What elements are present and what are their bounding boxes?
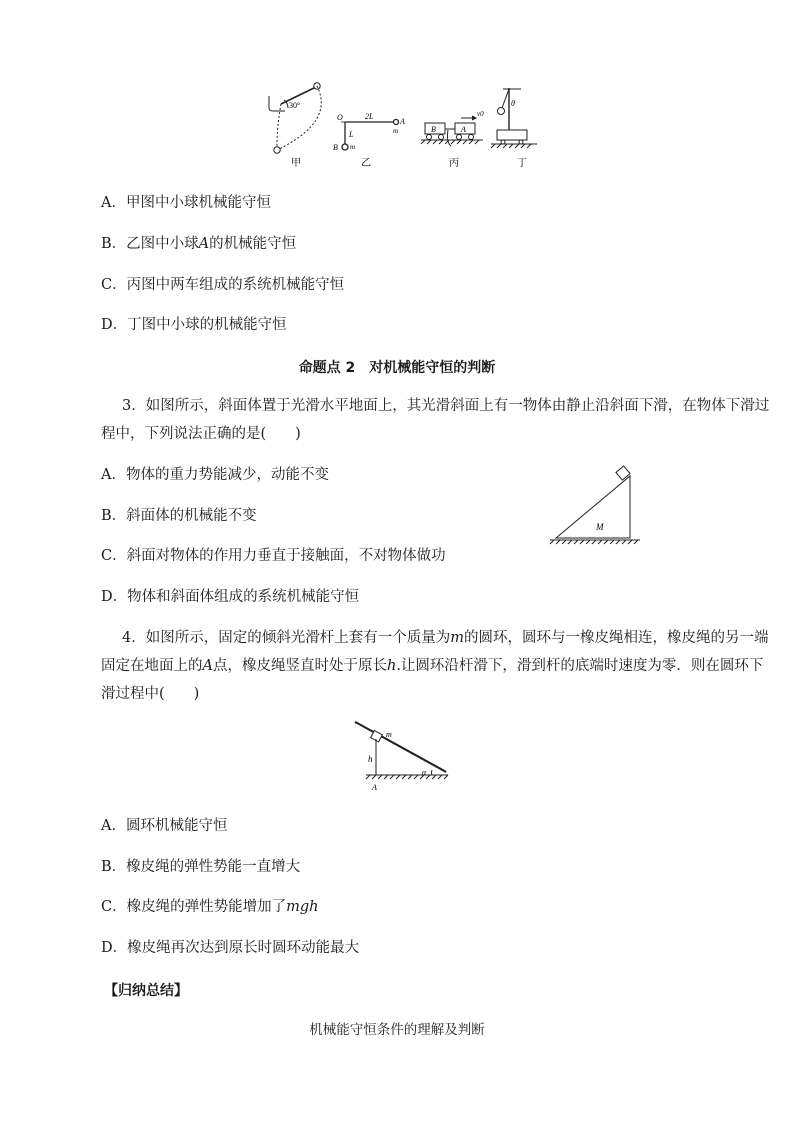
q4-l1-a: 4．如图所示，固定的倾斜光滑杆上套有一个质量为 (122, 630, 451, 646)
rod-label-m: m (386, 730, 392, 739)
q4-l1-m: m (450, 630, 464, 646)
rod-label-a: A (372, 783, 377, 792)
q3-stem-line1: 3．如图所示，斜面体置于光滑水平地面上，其光滑斜面上有一物体由静止沿斜面下滑，在物体下滑过 (122, 398, 770, 414)
summary-heading: 【归纳总结】 (104, 983, 188, 999)
yi-label-2l: 2L (365, 112, 374, 121)
q2-option-b-var: A (198, 236, 210, 252)
q4-stem-line2 (101, 656, 763, 676)
q4-stem-line3: 滑过程中( ) (101, 686, 200, 702)
q2-option-b-post: 的机械能守恒 (209, 236, 297, 252)
yi-label-m2: m (350, 143, 356, 151)
bing-label-b: B (431, 125, 436, 134)
rod-label-alpha: α (422, 768, 427, 777)
q4-option-b: B．橡皮绳的弹性势能一直增大 (101, 859, 301, 875)
q4-l2-h: h (386, 658, 397, 674)
q2-option-a: A．甲图中小球机械能守恒 (101, 195, 271, 211)
q2-option-d: D．丁图中小球的机械能守恒 (101, 317, 287, 333)
bing-label-a: A (461, 125, 466, 134)
q3-option-b: B．斜面体的机械能不变 (101, 508, 257, 524)
yi-label-a: A (400, 117, 405, 126)
yi-label-m1: m (393, 127, 399, 135)
q4-option-c-pre: C．橡皮绳的弹性势能增加了 (101, 899, 287, 915)
jia-caption: 甲 (291, 158, 301, 169)
section-title: 命题点 2 对机械能守恒的判断 (298, 360, 496, 376)
q4-stem-line1 (122, 628, 768, 648)
bing-caption: 丙 (449, 158, 459, 169)
q4-option-d: D．橡皮绳再次达到原长时圆环动能最大 (101, 940, 360, 956)
q4-l2-A: A (202, 658, 213, 674)
q3-option-d: D．物体和斜面体组成的系统机械能守恒 (101, 589, 360, 605)
jia-angle: 30° (289, 101, 301, 110)
yi-caption: 乙 (361, 158, 371, 169)
q4-option-a: A．圆环机械能守恒 (101, 818, 228, 834)
bing-label-v0: v0 (477, 110, 484, 118)
incline-figure (548, 462, 643, 547)
q2-option-b-pre: B．乙图中小球 (101, 236, 199, 252)
yi-label-b: B (333, 143, 338, 152)
summary-subtitle: 机械能守恒条件的理解及判断 (309, 1022, 485, 1038)
q4-option-c-var: mgh (286, 899, 319, 915)
figure-jia (269, 83, 321, 153)
q4-l2-c: .让圆环沿杆滑下，滑到杆的底端时速度为零．则在圆环下 (396, 658, 764, 674)
q3-stem-line2: 程中，下列说法正确的是( ) (101, 426, 301, 442)
ding-label-theta: θ (511, 99, 515, 108)
figure-ding (491, 88, 537, 148)
q4-l1-b: 的圆环，圆环与一橡皮绳相连，橡皮绳的另一端 (463, 630, 769, 646)
q2-option-c: C．丙图中两车组成的系统机械能守恒 (101, 277, 345, 293)
ding-caption: 丁 (517, 158, 527, 169)
q3-option-c: C．斜面对物体的作用力垂直于接触面，不对物体做功 (101, 548, 446, 564)
four-figures (255, 78, 555, 170)
yi-label-o: O (337, 113, 343, 122)
q4-l2-a: 固定在地面上的 (101, 658, 203, 674)
rod-figure (352, 718, 462, 798)
incline-label-m: M (596, 522, 604, 532)
q4-l2-b: 点，橡皮绳竖直时处于原长 (212, 658, 387, 674)
q4-option-c (101, 897, 318, 917)
q2-option-b (101, 234, 296, 254)
rod-label-h: h (368, 754, 373, 764)
yi-label-l: L (349, 130, 354, 139)
q3-option-a: A．物体的重力势能减少，动能不变 (101, 467, 329, 483)
